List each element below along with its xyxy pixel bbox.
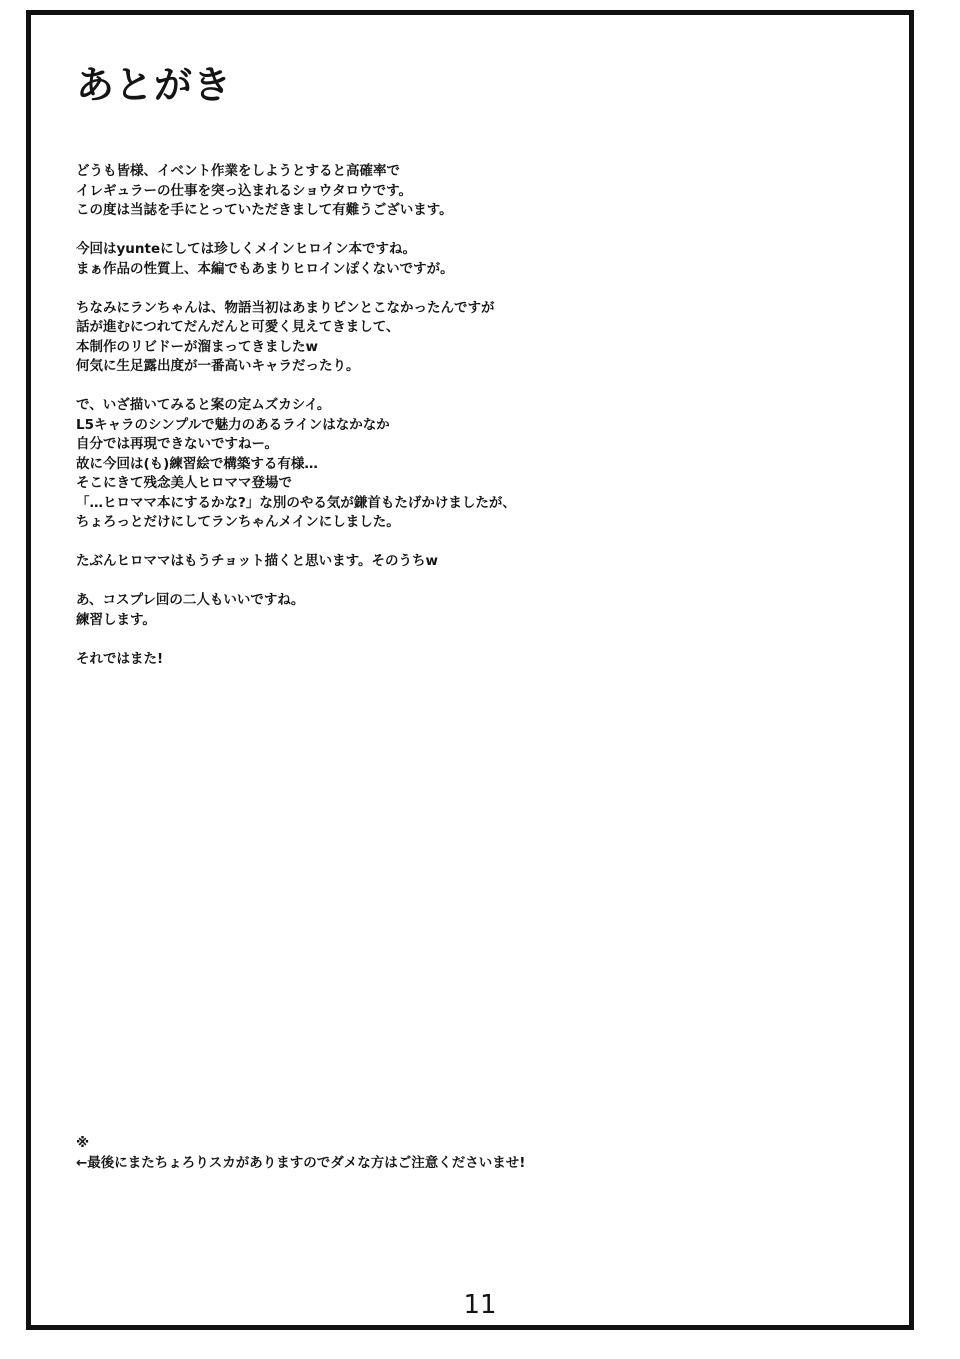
footnote-text: ←最後にまたちょろりスカがありますのでダメな方はご注意くださいませ! [76, 1154, 526, 1171]
paragraph-4 [76, 396, 856, 533]
footnote-mark: ※ [76, 1135, 90, 1151]
page-title: あとがき [76, 63, 233, 107]
paragraph-6 [76, 591, 856, 630]
text-line: イレギュラーの仕事を突っ込まれるショウタロウです。 [76, 182, 413, 199]
text-line: 故に今回は(も)練習絵で構築する有様… [76, 455, 318, 472]
text-line: あ、コスプレ回の二人もいいですね。 [76, 592, 305, 608]
text-line: 何気に生足露出度が一番高いキャラだったり。 [76, 358, 360, 374]
text-line: ちなみにランちゃんは、物語当初はあまりピンとこなかったんですが [76, 299, 495, 316]
page-number: 11 [463, 1290, 497, 1320]
paragraph-7 [76, 650, 856, 670]
text-line: で、いざ描いてみると案の定ムズカシイ。 [76, 397, 331, 413]
paragraph-1 [76, 162, 856, 221]
text-line: どうも皆様、イベント作業をしようとすると高確率で [76, 163, 400, 179]
text-line: 「…ヒロママ本にするかな?」な別のやる気が鎌首もたげかけましたが、 [76, 494, 516, 511]
text-line: まぁ作品の性質上、本編でもあまりヒロインぽくないですが。 [76, 260, 454, 277]
paragraph-5 [76, 552, 856, 572]
text-line: L5キャラのシンプルで魅力のあるラインはなかなか [76, 416, 390, 433]
footnote [76, 1134, 525, 1173]
text-line: 自分では再現できないですねー。 [76, 436, 278, 452]
text-line: この度は当誌を手にとっていただきまして有難うございます。 [76, 202, 453, 218]
text-line: 練習します。 [76, 611, 156, 628]
text-line: ちょろっとだけにしてランちゃんメインにしました。 [76, 514, 400, 530]
text-line: たぶんヒロママはもうチョット描くと思います。そのうちw [76, 553, 438, 569]
text-line: 本制作のリビドーが溜まってきましたw [76, 338, 318, 355]
text-line: それではまた! [76, 650, 164, 667]
text-line: 話が進むにつれてだんだんと可愛く見えてきまして、 [76, 319, 400, 335]
paragraph-2 [76, 240, 856, 279]
text-line: そこにきて残念美人ヒロママ登場で [76, 475, 292, 491]
afterword-body [76, 162, 856, 689]
paragraph-3 [76, 299, 856, 377]
text-line: 今回はyunteにしては珍しくメインヒロイン本ですね。 [76, 241, 416, 257]
